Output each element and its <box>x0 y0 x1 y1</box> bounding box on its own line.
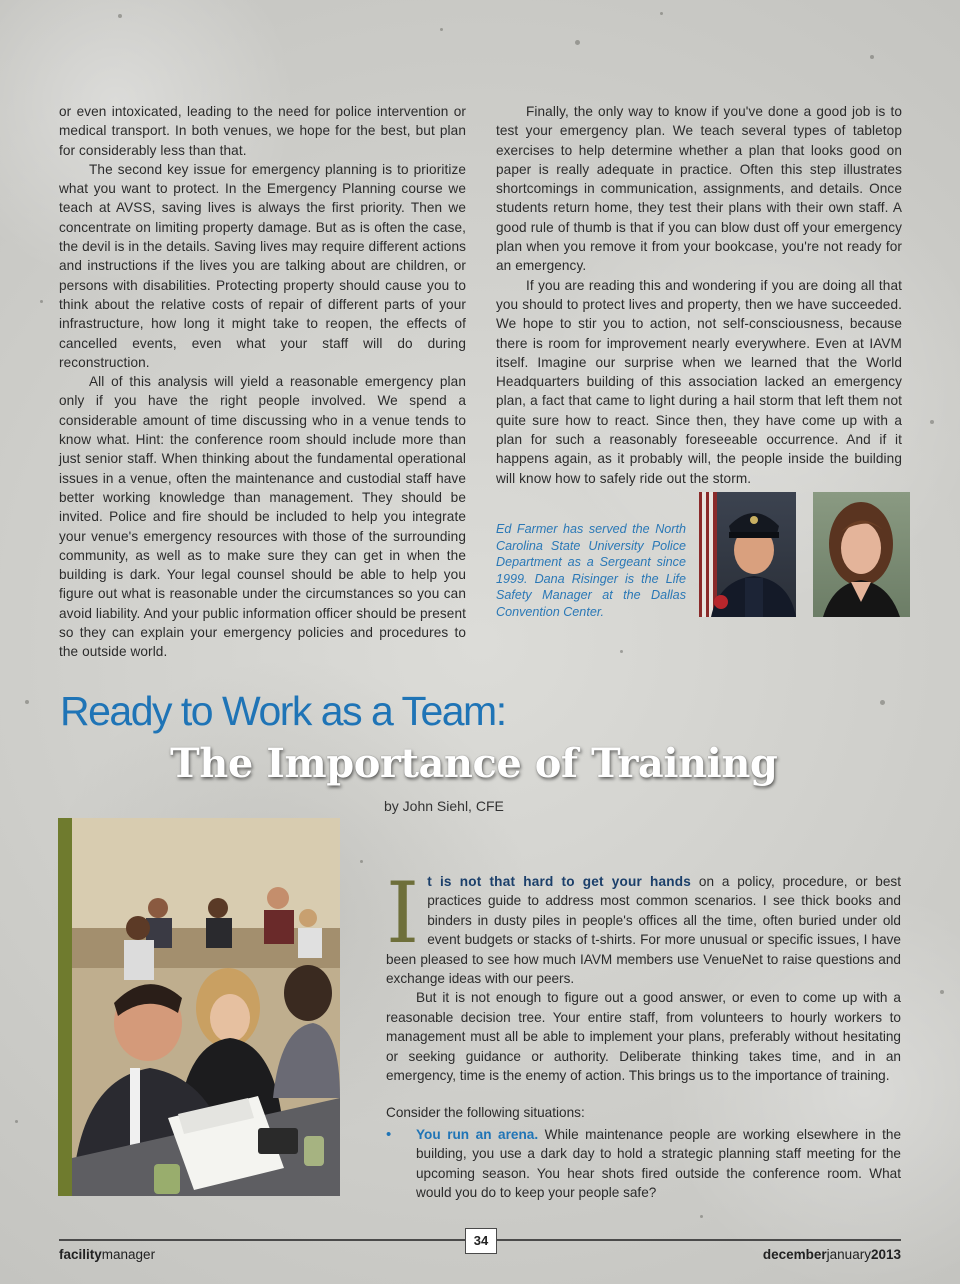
left-text-column <box>59 102 466 662</box>
officer-portrait-photo <box>699 492 796 617</box>
texture-speck <box>118 14 122 18</box>
texture-speck <box>15 1120 18 1123</box>
bullet-icon: • <box>386 1125 392 1143</box>
training-session-photo <box>58 818 340 1196</box>
texture-speck <box>870 55 874 59</box>
issue-month-1: december <box>762 1247 827 1262</box>
magazine-name-bold: facility <box>59 1247 102 1262</box>
left-paragraph-1: or even intoxicated, leading to the need for police intervention or medical transport. In both venues, we hope for the best, but plan for considerably less than that. <box>59 104 466 158</box>
magazine-name <box>59 1247 155 1262</box>
left-paragraph-3: All of this analysis will yield a reasonable emergency plan only if you have the right people involved. We spend a considerable amount of time discussing who in a venue tends to know what. Hint: the conference room should include more than just senior staff. When thinking about the fundamental operational issues in a venue, often the maintenance and custodial staff have better working knowledge than management. They should be invited. Police and fire should be included to help you integrate your venue's emergency resources with those of the surrounding community, as well as to make sure they can get in when the building is dark. Your legal counsel should be able to help you figure out what is reasonable under the circumstances so you can avoid liability. And your public information officer should be present so they can explain your emergency policies and procedures to the outside world. <box>59 374 466 660</box>
article-paragraph-2: But it is not enough to figure out a good answer, or even to come up with a reasonable decision tree. Your entire staff, from volunteers to hourly workers to management must all be able to implement your plans, preferably without hesitating or seeking guidance or authority. Deliberate thinking takes time, and in an emergency, time is the enemy of action. This brings us to the importance of training. <box>386 990 901 1084</box>
article-lead-in: t is not that hard to get your hands <box>427 874 692 889</box>
texture-speck <box>880 700 885 705</box>
texture-speck <box>360 860 363 863</box>
situation-text <box>416 1125 901 1203</box>
texture-speck <box>930 420 934 424</box>
right-paragraph-2: If you are reading this and wondering if you are doing all that you should to protect lives and property, then we have succeeded. We hope to stir you to action, not self-consciousness, because there is room for improvement nearly everywhere. Even at IAVM itself. Imagine our surprise when we learned that the World Headquarters building of this association lacked an emergency plan, a fact that came to light during a hail storm that left them not quite sure how to react. Since then, they have come up with a plan for such a reasonably foreseeable occurrence. And if it happens again, as it probably will, the people inside the building will know how to safely ride out the storm. <box>496 277 902 486</box>
issue-year: 2013 <box>870 1247 901 1262</box>
author-bio: Ed Farmer has served the North Carolina State University Police Department as a Sergeant since 1999. Dana Risinger is the Life Safety Manager at the Dallas Convention Center. <box>496 522 686 619</box>
woman-portrait-photo <box>813 492 910 617</box>
texture-speck <box>620 650 623 653</box>
texture-speck <box>940 990 944 994</box>
issue-date <box>763 1247 901 1262</box>
issue-month-2: january <box>826 1247 871 1262</box>
texture-speck <box>40 300 43 303</box>
article-paragraph-1-text: on a policy, procedure, or best practices guide to address most common scenarios. I see thick books and binders in dusty piles in people's offices all the time, often buried under old event budgets or stacks of t-shirts. For more unusual or specific issues, I have been pleased to see how much IAVM members use VenueNet to raise questions and exchange ideas with our peers. <box>386 874 901 987</box>
texture-speck <box>25 700 29 704</box>
article-subhead: The Importance of Training <box>170 740 778 787</box>
situation-lead: You run an arena. <box>416 1126 539 1142</box>
article-body <box>386 864 902 1203</box>
right-text-column <box>496 102 902 488</box>
situations-intro: Consider the following situations: <box>386 1105 585 1121</box>
article-headline: Ready to Work as a Team: <box>60 688 506 734</box>
texture-speck <box>575 40 580 45</box>
situation-list-item <box>386 1125 901 1203</box>
texture-speck <box>440 28 443 31</box>
texture-speck <box>700 1215 703 1218</box>
situation-body: While maintenance people are working elsewhere in the building, you use a dark day to hold a strategic planning staff meeting for the upcoming season. You hear shots fired outside the conference room. What would you do to keep your people safe? <box>416 1126 902 1201</box>
right-paragraph-1: Finally, the only way to know if you've done a good job is to test your emergency plan. We teach several types of tabletop exercises to help determine whether a plan that looks good on paper is really adequate in practice. Often this step illustrates shortcomings in communication, assignments, and details. Once students return home, they test their plans with their own staff. A good rule of thumb is that if you can blow dust off your emergency plan when you remove it from your bookcase, you're not ready for an emergency. <box>496 104 902 274</box>
article-paragraph-1 <box>386 864 901 988</box>
drop-cap: I <box>386 864 420 962</box>
magazine-name-regular: manager <box>101 1247 156 1262</box>
page-number: 34 <box>465 1228 497 1254</box>
left-paragraph-2: The second key issue for emergency planning is to prioritize what you want to protect. In the Emergency Planning course we teach at AVSS, saving lives is always the first priority. Then we concentrate on limiting property damage. But as is often the case, the devil is in the details. Saving lives may require different actions and instructions if the lives you are talking about are children, or persons with disabilities. Protecting property should cause you to think about the relative costs of repair of different parts of your infrastructure, how long it might take to reopen, the effects of cancelled events, even what your staff will do during reconstruction. <box>59 161 466 370</box>
article-byline: by John Siehl, CFE <box>384 798 504 814</box>
texture-speck <box>660 12 663 15</box>
